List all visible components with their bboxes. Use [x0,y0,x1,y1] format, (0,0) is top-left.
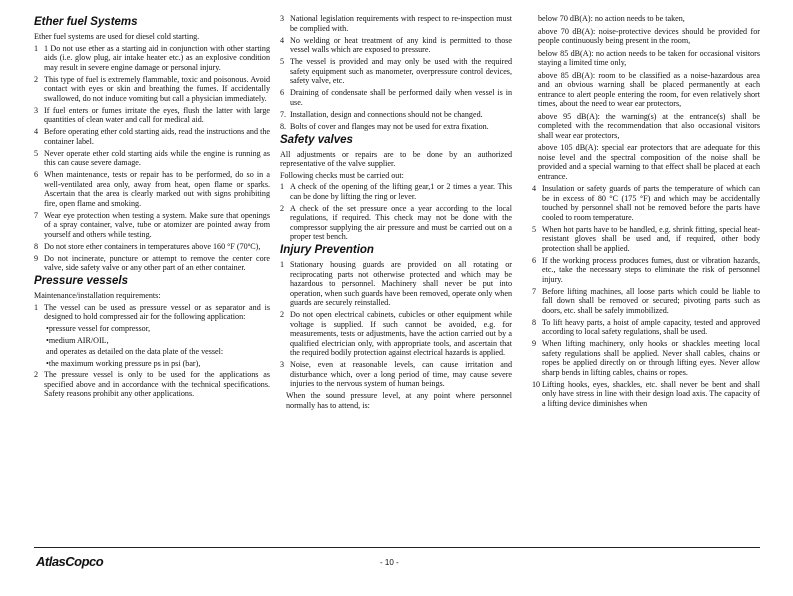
list-item: 5 Never operate ether cold starting aids while the engine is running as this can cause severe damage. [34,148,270,167]
atlas-copco-logo: AtlasCopco [36,554,104,569]
list-item: 5 When hot parts have to be handled, e.g. shrink fitting, special heat-resistant gloves shall be used and, if required, other body protection shall be applied. [532,224,760,253]
list-item: 10 Lifting hooks, eyes, shackles, etc. shall never be bent and shall only have stress in line with their design load axis. The capacity of a lifting device diminishes when [532,379,760,408]
ether-list [34,44,270,273]
injury-list [280,260,512,389]
column-middle [280,14,512,413]
noise-level-item: above 85 dB(A): room to be classified as a noise-hazardous area and an obvious warning shall be placed permanently at each entrance to alert people entering the room, for even relatively short times, about the need to wear ear protectors, [538,70,760,108]
list-item: 3 If fuel enters or fumes irritate the eyes, flush the latter with large quantities of clean water and call for medical aid. [34,105,270,124]
pressure-intro: Maintenance/installation requirements: [34,291,161,300]
list-item: 6 When maintenance, tests or repair has to be performed, do so in a well-ventilated area only, away from heat, open flame or sparks. Ascertain that the area is clearly marked out with signs prohibiting fire, open flame and smoking. [34,170,270,208]
heading-safety-valves: Safety valves [280,133,353,146]
list-item: 3 Noise, even at reasonable levels, can cause irritation and disturbance which, over a long period of time, may cause severe injuries to the nervous system of human beings. [280,360,512,388]
noise-level-item: below 70 dB(A): no action needs to be taken, [538,14,685,23]
list-item: 2 This type of fuel is extremely flammable, toxic and poisonous. Avoid contact with eyes or skin and breathing the fumes. If accidentally swallowed, do not induce vomiting but call a physician immediately. [34,74,270,103]
list-item: 6 If the working process produces fumes, dust or vibration hazards, etc., take the necessary steps to eliminate the risk of personnel injury. [532,255,760,284]
list-item: 1 The vessel can be used as pressure vessel or as separator and is designed to hold compressed air for the following application: [34,302,270,321]
noise-level-item: above 70 dB(A): noise-protective devices should be provided for people continuously being present in the room, [538,26,760,45]
list-item: 8 To lift heavy parts, a hoist of ample capacity, tested and approved according to local safety regulations, shall be used. [532,317,760,336]
list-item: 2 The pressure vessel is only to be used for the applications as specified above and in accordance with the technical specifications. Safety reasons prohibit any other applications. [34,370,270,398]
list-item: 9 When lifting machinery, only hooks or shackles meeting local safety regulations shall be applied. Never shall cables, chains or ropes be applied directly on or through lifting eyes. Never allow sharp bends in lifting cables, chains or ropes. [532,339,760,377]
list-item: 1 Stationary housing guards are provided on all rotating or reciprocating parts not otherwise protected and which may be hazardous to personnel. Machinery shall never be put into operation, when such guards have been removed, operate only when guards are securely reinstalled. [280,260,512,307]
list-subitem: • pressure vessel for compressor, [46,324,270,334]
noise-level-item: above 95 dB(A): the warning(s) at the entrance(s) shall be completed with the recommendation that also occasional visitors shall wear ear protectors, [538,111,760,140]
list-subitem: • the maximum working pressure ps in psi (bar), [46,359,270,369]
noise-level-item: above 105 dB(A): special ear protectors that are adequate for this noise level and the spectral composition of the noise shall be provided and a special warning to that effect shall be placed at each entrance. [538,143,760,181]
list-item: 2 A check of the set pressure once a year according to the local regulations, if required. This check may not be done with the compressor supplying the air pressure and must be carried out on a proper test bench. [280,203,512,241]
list-item: 4 Insulation or safety guards of parts the temperature of which can be in excess of 80 °C (175 °F) and which may be accidentally touched by personnel shall not be removed before the parts have cooled to room temperature. [532,184,760,222]
injury-list-continued [532,184,760,408]
noise-level-list [532,14,760,181]
safety-p2: Following checks must be carried out: [280,170,404,180]
list-item: 7 Before lifting machines, all loose parts which could be liable to fall down shall be removed or secured; pivoting parts such as doors, etc. shall be safely immobilized. [532,286,760,315]
column-right [532,14,760,411]
list-item: 7. Installation, design and connections should not be changed. [280,109,483,119]
injury-tail: When the sound pressure level, at any point where personnel normally has to attend, is: [286,391,512,410]
list-item: 6 Draining of condensate shall be performed daily when vessel is in use. [280,88,512,107]
page-number: - 10 - [380,558,399,567]
safety-list [280,182,512,242]
pressure-list [280,14,512,131]
list-item: 1 A check of the opening of the lifting gear,1 or 2 times a year. This can be done by lifting the ring or lever. [280,182,512,201]
heading-injury-prevention: Injury Prevention [280,244,374,256]
list-subitem: • medium AIR/OIL, [46,336,270,346]
footer-divider [34,547,760,548]
list-item: 3 National legislation requirements with respect to re-inspection must be complied with. [280,14,512,33]
list-item: 2 Do not open electrical cabinets, cubicles or other equipment while voltage is supplied. If such cannot be avoided, e.g. for measurements, tests or adjustments, have the action carried out by a qualified electrician only, with appropriate tools, and ascertain that the required bodily protection against electrical hazards is applied. [280,310,512,357]
list-item: 9 Do not incinerate, puncture or attempt to remove the center core valve, side safety valve or any other part of an ether container. [34,253,270,272]
list-item: 7 Wear eye protection when testing a system. Make sure that openings of a spray container, valve, tube or atomizer are pointed away from yourself and others while testing. [34,210,270,239]
safety-p1: All adjustments or repairs are to be done by an authorized representative of the valve supplier. [280,149,512,168]
list-item: 4 Before operating ether cold starting aids, read the instructions and the container label. [34,127,270,146]
list-item: 8 Do not store ether containers in temperatures above 160 °F (70ºC), [34,241,261,251]
list-item: 8. Bolts of cover and flanges may not be used for extra fixation. [280,121,489,131]
heading-ether-fuel: Ether fuel Systems [34,16,138,28]
list-item: 4 No welding or heat treatment of any kind is permitted to those vessel walls which are exposed to pressure. [280,35,512,54]
noise-level-item: below 85 dB(A): no action needs to be taken for occasional visitors staying a limited time only, [538,48,760,67]
heading-pressure-vessels: Pressure vessels [34,275,128,287]
ether-intro: Ether fuel systems are used for diesel cold starting. [34,32,200,41]
list-item: 5 The vessel is provided and may only be used with the required safety equipment such as manometer, overpressure control devices, safety valve, etc. [280,57,512,85]
list-item: 1 1 Do not use ether as a starting aid in conjunction with other starting aids (i.e. glow plug, air intake heater etc.) as an explosive condition may result in severe engine damage or personal injury. [34,43,270,72]
list-subitem: and operates as detailed on the data plate of the vessel: [46,347,224,356]
column-left [34,14,270,401]
